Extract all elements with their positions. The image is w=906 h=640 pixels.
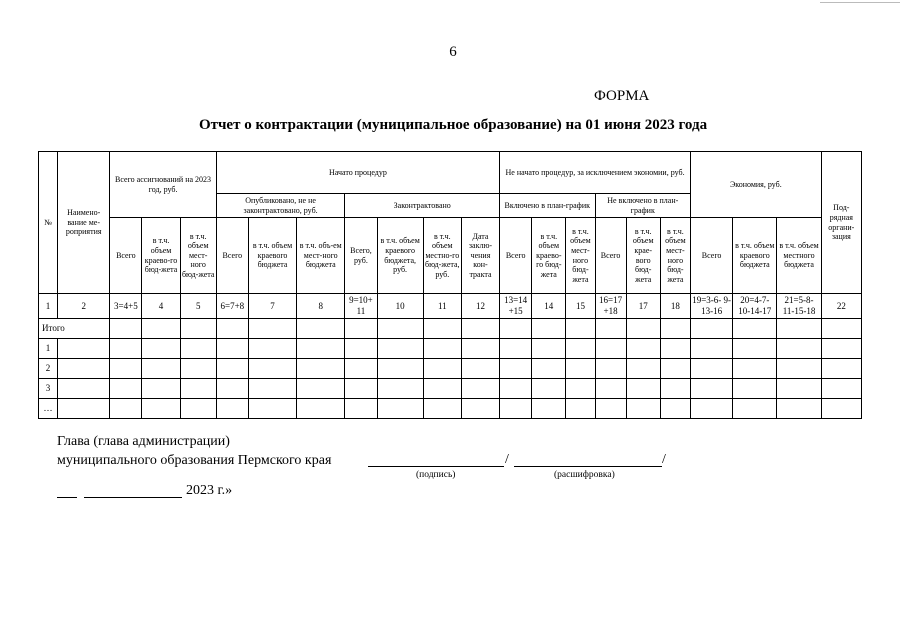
table-cell [180, 359, 216, 379]
table-cell [532, 319, 566, 339]
table-cell [345, 339, 377, 359]
table-row-total [39, 319, 862, 339]
table-cell [461, 319, 499, 339]
table-cell [216, 399, 248, 419]
table-cell [500, 319, 532, 339]
name-decode-line [514, 466, 662, 467]
signature-line [368, 466, 504, 467]
table-cell [566, 359, 595, 379]
table-cell [461, 399, 499, 419]
table-cell [595, 379, 626, 399]
table-cell [58, 379, 110, 399]
table-cell [733, 359, 777, 379]
table-cell [500, 359, 532, 379]
header-number: № [39, 152, 58, 294]
table-cell [377, 379, 423, 399]
table-cell [566, 339, 595, 359]
header-economy: Экономия, руб. [691, 152, 822, 218]
column-number: 2 [58, 294, 110, 319]
column-number: 5 [180, 294, 216, 319]
col-ninc-total: Всего [595, 218, 626, 294]
column-number: 17 [626, 294, 660, 319]
table-cell [297, 339, 345, 359]
signature-slash-end: / [662, 452, 666, 467]
column-number: 3=4+5 [110, 294, 142, 319]
col-con-local: в т.ч. объем местно-го бюд-жета, руб. [423, 218, 461, 294]
table-cell [777, 379, 821, 399]
report-title: Отчет о контрактации (муниципальное образование) на 01 июня 2023 года [198, 117, 708, 133]
table-cell [248, 339, 296, 359]
table-cell [691, 399, 733, 419]
table-cell [377, 319, 423, 339]
table-cell [500, 379, 532, 399]
column-number: 1 [39, 294, 58, 319]
table-cell [216, 359, 248, 379]
column-number-row [39, 294, 862, 319]
table-cell [566, 319, 595, 339]
date-day-line [57, 497, 77, 498]
table-cell [595, 359, 626, 379]
column-number: 21=5-8- 11-15-18 [777, 294, 821, 319]
table-cell [777, 319, 821, 339]
table-cell [110, 319, 142, 339]
table-cell [821, 399, 861, 419]
table-cell [377, 359, 423, 379]
table-cell [377, 399, 423, 419]
header-event-name: Наимено-вание ме-роприятия [58, 152, 110, 294]
table-cell [216, 319, 248, 339]
table-cell [180, 339, 216, 359]
table-cell [297, 379, 345, 399]
table-cell [660, 339, 690, 359]
col-alloc-local: в т.ч. объем мест-ного бюд-жета [180, 218, 216, 294]
table-cell [297, 319, 345, 339]
table-cell [532, 359, 566, 379]
table-cell [691, 359, 733, 379]
table-cell [180, 319, 216, 339]
table-cell [461, 339, 499, 359]
table-cell [110, 399, 142, 419]
row-label-total: Итого [39, 319, 110, 339]
col-pub-regional: в т.ч. объем краевого бюджета [248, 218, 296, 294]
table-cell [461, 379, 499, 399]
col-pub-total: Всего [216, 218, 248, 294]
table-cell [248, 319, 296, 339]
column-number: 6=7+8 [216, 294, 248, 319]
table-cell [345, 319, 377, 339]
row-label: 3 [39, 379, 58, 399]
table-cell [180, 379, 216, 399]
column-number: 13=14 +15 [500, 294, 532, 319]
header-published: Опубликовано, не не законтрактовано, руб. [216, 194, 345, 218]
contracting-report-table [38, 151, 862, 419]
table-cell [248, 359, 296, 379]
table-cell [660, 379, 690, 399]
table-cell [660, 359, 690, 379]
table-cell [532, 399, 566, 419]
table-cell [345, 399, 377, 419]
col-inc-local: в т.ч. объем мест-ного бюд-жета [566, 218, 595, 294]
table-cell [423, 399, 461, 419]
col-eco-local: в т.ч. объем местного бюджета [777, 218, 821, 294]
table-cell [58, 399, 110, 419]
table-cell [566, 399, 595, 419]
col-con-total: Всего, руб. [345, 218, 377, 294]
column-number: 14 [532, 294, 566, 319]
caption-decode: (расшифровка) [554, 470, 615, 480]
table-cell [691, 319, 733, 339]
table-cell [377, 339, 423, 359]
column-number: 20=4-7- 10-14-17 [733, 294, 777, 319]
table-cell [423, 339, 461, 359]
caption-signature: (подпись) [416, 470, 456, 480]
header-procedures-not-started: Не начато процедур, за исключением экономии, руб. [500, 152, 691, 194]
column-number: 4 [142, 294, 180, 319]
table-cell [248, 379, 296, 399]
table-cell [423, 359, 461, 379]
table-cell [821, 339, 861, 359]
col-inc-total: Всего [500, 218, 532, 294]
row-label: … [39, 399, 58, 419]
col-con-date: Дата заклю-чения кон-тракта [461, 218, 499, 294]
table-cell [345, 359, 377, 379]
table-cell [345, 379, 377, 399]
table-cell [660, 399, 690, 419]
table-cell [626, 359, 660, 379]
table-cell [626, 339, 660, 359]
page-number: 6 [449, 44, 457, 60]
table-row [39, 359, 862, 379]
header-included-in-plan: Включено в план-график [500, 194, 595, 218]
column-number: 22 [821, 294, 861, 319]
table-cell [595, 319, 626, 339]
signatory-title: Глава (глава администрации) [57, 434, 230, 449]
table-cell [733, 319, 777, 339]
table-cell [821, 359, 861, 379]
date-year: 2023 г.» [186, 483, 233, 498]
table-cell [532, 339, 566, 359]
col-eco-total: Всего [691, 218, 733, 294]
header-not-included-in-plan: Не включено в план-график [595, 194, 691, 218]
column-number: 16=17 +18 [595, 294, 626, 319]
column-number: 11 [423, 294, 461, 319]
col-con-regional: в т.ч. объем краевого бюджета, руб. [377, 218, 423, 294]
column-number: 19=3-6- 9-13-16 [691, 294, 733, 319]
row-label: 2 [39, 359, 58, 379]
table-cell [58, 339, 110, 359]
table-cell [626, 399, 660, 419]
column-number: 15 [566, 294, 595, 319]
header-procedures-started: Начато процедур [216, 152, 499, 194]
table-cell [423, 319, 461, 339]
table-cell [216, 339, 248, 359]
table-row [39, 399, 862, 419]
table-cell [595, 339, 626, 359]
date-month-line [84, 497, 182, 498]
table-cell [660, 319, 690, 339]
signature-slash: / [505, 452, 509, 467]
table-cell [777, 359, 821, 379]
table-cell [110, 359, 142, 379]
table-cell [142, 359, 180, 379]
top-edge-rule [820, 2, 900, 5]
table-cell [691, 379, 733, 399]
table-cell [595, 399, 626, 419]
col-alloc-regional: в т.ч. объем краево-го бюд-жета [142, 218, 180, 294]
column-number: 12 [461, 294, 499, 319]
col-alloc-total: Всего [110, 218, 142, 294]
table-cell [142, 319, 180, 339]
table-cell [58, 359, 110, 379]
table-cell [297, 399, 345, 419]
table-cell [142, 339, 180, 359]
table-row [39, 379, 862, 399]
table-cell [180, 399, 216, 419]
column-number: 9=10+ 11 [345, 294, 377, 319]
form-label: ФОРМА [594, 88, 650, 104]
table-cell [532, 379, 566, 399]
table-cell [297, 359, 345, 379]
table-cell [733, 379, 777, 399]
table-cell [821, 319, 861, 339]
table-cell [248, 399, 296, 419]
table-cell [110, 339, 142, 359]
header-contractor: Под-рядная органи-зация [821, 152, 861, 294]
column-number: 8 [297, 294, 345, 319]
table-cell [216, 379, 248, 399]
signatory-municipality: муниципального образования Пермского края [57, 453, 332, 468]
table-cell [500, 399, 532, 419]
col-ninc-local: в т.ч. объем мест-ного бюд-жета [660, 218, 690, 294]
col-pub-local: в т.ч. объ-ем мест-ного бюджета [297, 218, 345, 294]
table-cell [142, 379, 180, 399]
col-inc-regional: в т.ч. объем краево-го бюд-жета [532, 218, 566, 294]
table-cell [110, 379, 142, 399]
column-number: 10 [377, 294, 423, 319]
table-cell [821, 379, 861, 399]
table-cell [500, 339, 532, 359]
table-cell [691, 339, 733, 359]
table-cell [423, 379, 461, 399]
col-eco-regional: в т.ч. объем краевого бюджета [733, 218, 777, 294]
column-number: 7 [248, 294, 296, 319]
row-label: 1 [39, 339, 58, 359]
table-cell [777, 339, 821, 359]
header-contracted: Законтрактовано [345, 194, 500, 218]
header-total-allocations: Всего ассигнований на 2023 год, руб. [110, 152, 216, 218]
column-number: 18 [660, 294, 690, 319]
table-cell [733, 399, 777, 419]
table-row [39, 339, 862, 359]
table-cell [142, 399, 180, 419]
table-cell [461, 359, 499, 379]
table-cell [777, 399, 821, 419]
table-cell [626, 319, 660, 339]
table-cell [733, 339, 777, 359]
table-cell [626, 379, 660, 399]
col-ninc-regional: в т.ч. объем крае-вого бюд-жета [626, 218, 660, 294]
table-cell [566, 379, 595, 399]
